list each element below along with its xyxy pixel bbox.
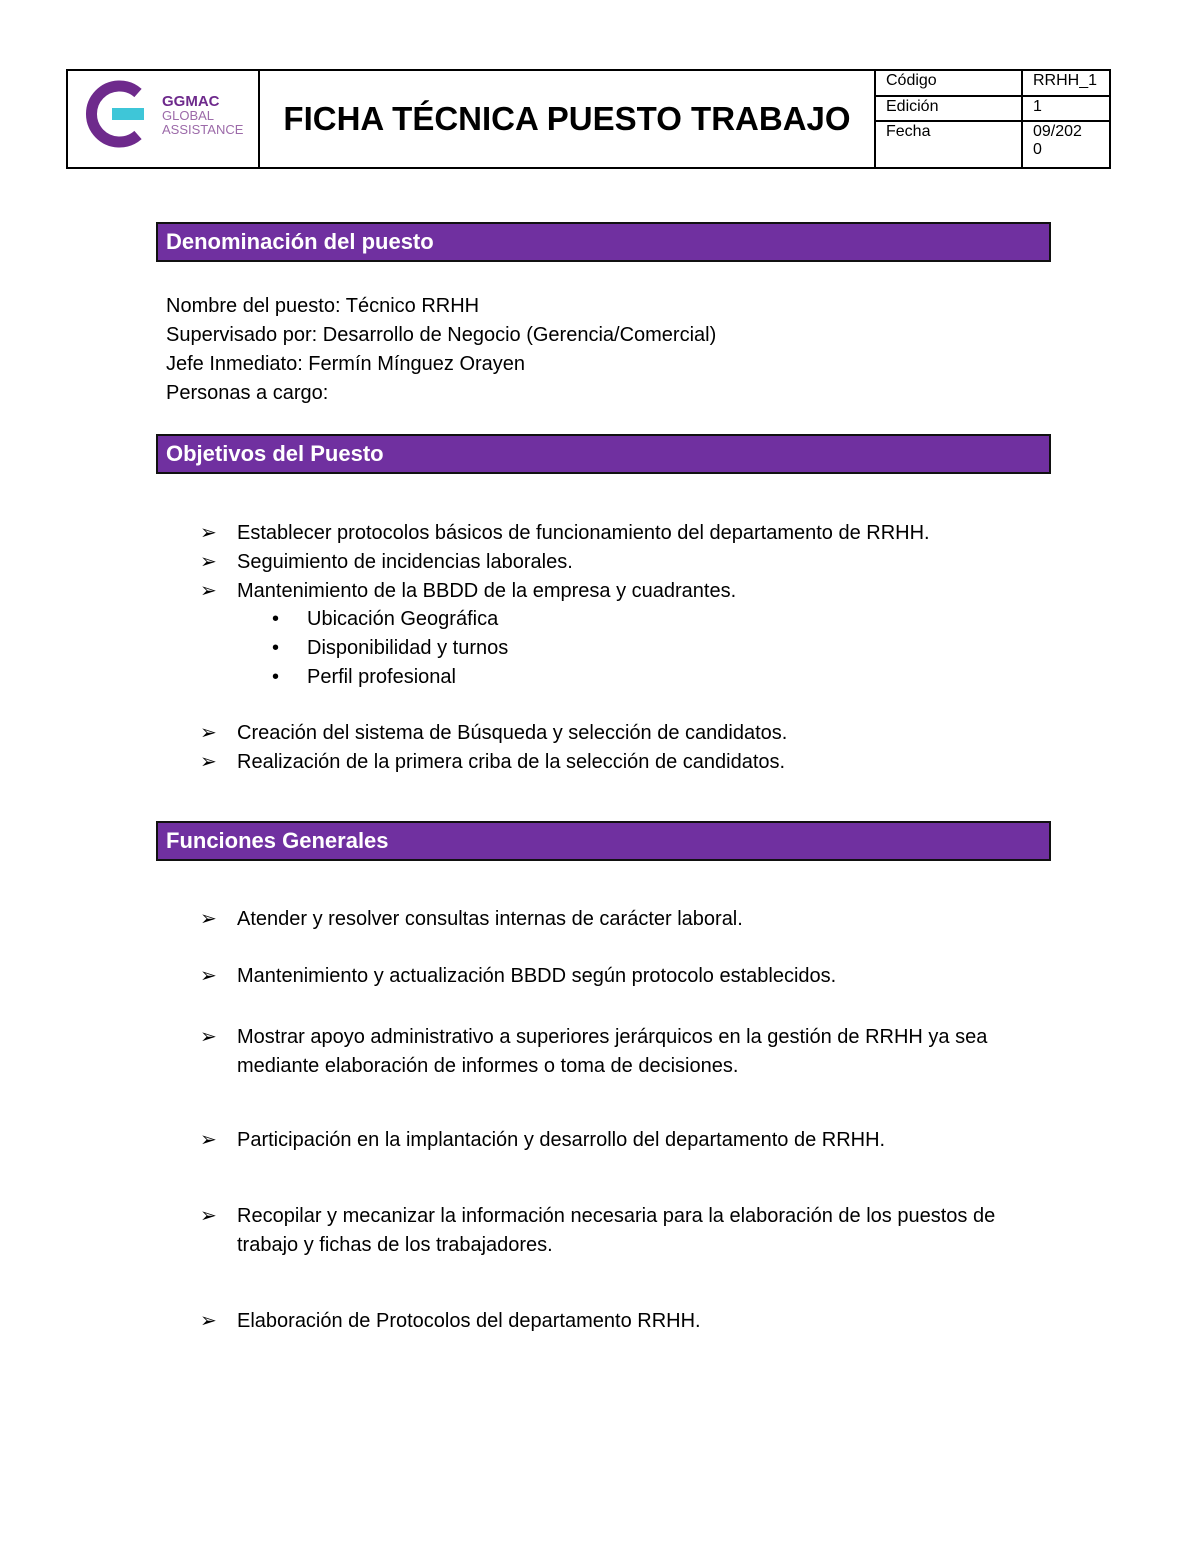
line-nombre-puesto: Nombre del puesto: Técnico RRHH <box>166 295 480 317</box>
objetivos-list-b <box>200 719 787 777</box>
arrow-bullet-icon: ➢ <box>200 522 217 544</box>
section-denominacion-header: Denominación del puesto <box>156 222 1051 262</box>
logo-line-2: ASSISTANCE <box>162 122 244 137</box>
logo-brand: GGMAC <box>162 93 220 110</box>
sub-list-item: • Perfil profesional <box>200 663 508 692</box>
list-item: ➢ Mantenimiento y actualización BBDD según protocolo establecidos. <box>200 962 1020 991</box>
section-objetivos-header: Objetivos del Puesto <box>156 434 1051 474</box>
meta-key-codigo: Código <box>876 71 1022 96</box>
sub-list-item: • Ubicación Geográfica <box>200 605 508 634</box>
line-jefe: Jefe Inmediato: Fermín Mínguez Orayen <box>166 353 526 375</box>
header-table <box>66 69 1111 169</box>
list-item: ➢ Mantenimiento de la BBDD de la empresa y cuadrantes. <box>200 577 930 606</box>
list-item: ➢ Atender y resolver consultas internas de carácter laboral. <box>200 905 1020 934</box>
arrow-bullet-icon: ➢ <box>200 1205 217 1227</box>
section-funciones-header: Funciones Generales <box>156 821 1051 861</box>
company-logo <box>82 79 242 159</box>
dot-bullet-icon: • <box>272 666 280 688</box>
list-item: ➢ Recopilar y mecanizar la información necesaria para la elaboración de los puestos de trabajo y fichas de los trabajadores. <box>200 1202 1020 1260</box>
meta-key-edicion: Edición <box>876 96 1022 122</box>
arrow-bullet-icon: ➢ <box>200 965 217 987</box>
arrow-bullet-icon: ➢ <box>200 1129 217 1151</box>
logo-wordmark <box>162 95 243 137</box>
denominacion-lines <box>166 292 716 408</box>
funciones-list <box>200 905 1020 1336</box>
arrow-bullet-icon: ➢ <box>200 551 217 573</box>
sub-list-item: • Disponibilidad y turnos <box>200 634 508 663</box>
arrow-bullet-icon: ➢ <box>200 1310 217 1332</box>
list-item: ➢ Seguimiento de incidencias laborales. <box>200 548 930 577</box>
arrow-bullet-icon: ➢ <box>200 722 217 744</box>
arrow-bullet-icon: ➢ <box>200 908 217 930</box>
meta-val-codigo: RRHH_1 <box>1022 71 1109 96</box>
line-supervisado: Supervisado por: Desarrollo de Negocio (Gerencia/Comercial) <box>166 324 717 346</box>
objetivos-list <box>200 519 930 606</box>
arrow-bullet-icon: ➢ <box>200 580 217 602</box>
logo-line-1: GLOBAL <box>162 108 215 123</box>
logo-cell <box>67 70 259 168</box>
meta-val-fecha: 09/202 0 <box>1033 123 1082 159</box>
line-personas-cargo: Personas a cargo: <box>166 382 329 404</box>
arrow-bullet-icon: ➢ <box>200 751 217 773</box>
arrow-bullet-icon: ➢ <box>200 1026 217 1048</box>
list-item: ➢ Elaboración de Protocolos del departamento RRHH. <box>200 1307 1020 1336</box>
document-title: FICHA TÉCNICA PUESTO TRABAJO <box>259 70 875 168</box>
meta-val-edicion: 1 <box>1022 96 1109 122</box>
dot-bullet-icon: • <box>272 608 280 630</box>
logo-mark-icon <box>82 79 152 149</box>
meta-cell <box>875 70 1110 168</box>
objetivos-sub-list <box>200 605 508 692</box>
dot-bullet-icon: • <box>272 637 280 659</box>
list-item: ➢ Mostrar apoyo administrativo a superiores jerárquicos en la gestión de RRHH ya sea mediante elaboración de informes o toma de decisiones. <box>200 1023 1020 1081</box>
list-item: ➢ Realización de la primera criba de la selección de candidatos. <box>200 748 787 777</box>
list-item: ➢ Creación del sistema de Búsqueda y selección de candidatos. <box>200 719 787 748</box>
meta-table <box>876 71 1109 167</box>
list-item: ➢ Participación en la implantación y desarrollo del departamento de RRHH. <box>200 1126 1020 1155</box>
meta-key-fecha: Fecha <box>876 121 1022 167</box>
list-item: ➢ Establecer protocolos básicos de funcionamiento del departamento de RRHH. <box>200 519 930 548</box>
